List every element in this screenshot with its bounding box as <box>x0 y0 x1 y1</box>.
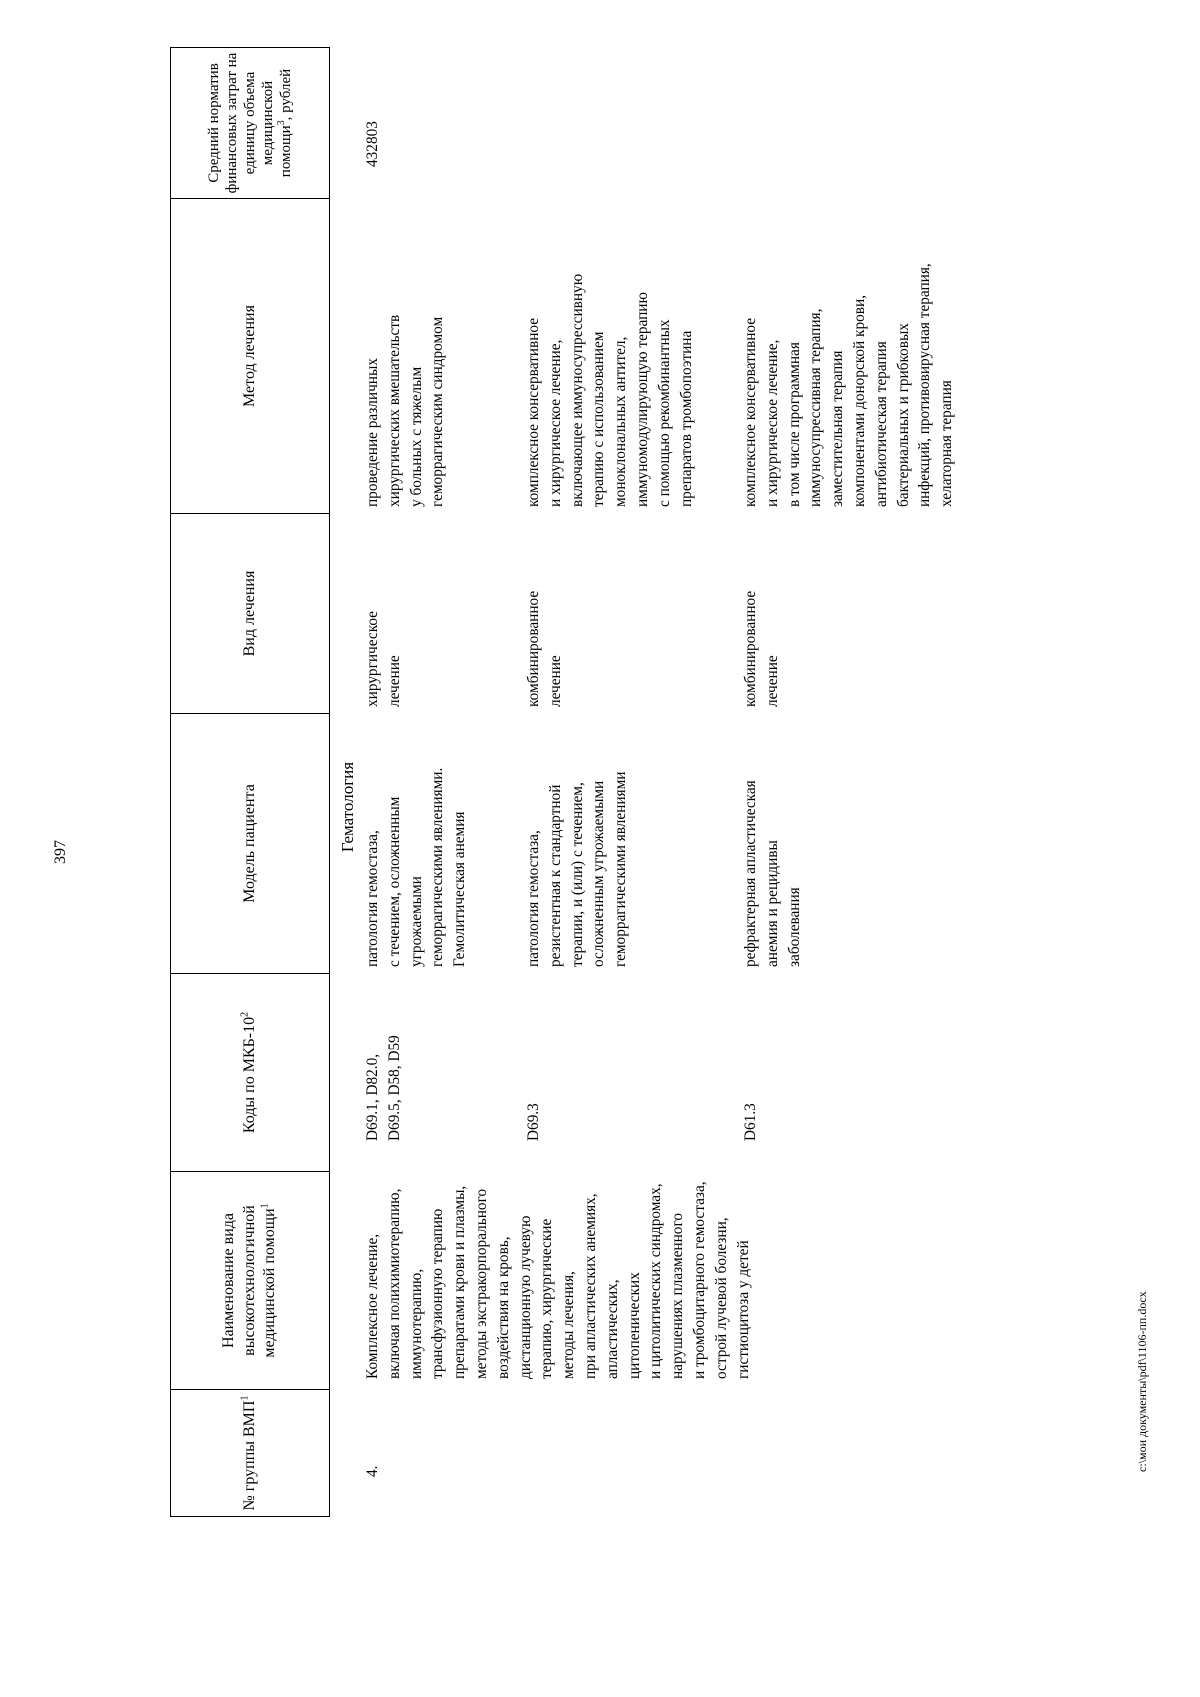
header-vmp-name: Наименование вида высокотехнологичной медицинской помощи$^1$ <box>170 1171 330 1389</box>
header-treatment-type: Вид лечения <box>170 513 330 713</box>
header-cost-standard: Средний норматив финансовых затрат на единицу объема медицинской помощи$^3$, рублей <box>170 47 330 198</box>
row-2-type: комбинированное лечение <box>525 590 564 707</box>
table-header <box>170 47 330 1517</box>
vmp-name: Комплексное лечение, включая полихимиотерапию, иммунотерапию, трансфузионную терапию препаратами крови и плазмы, методы экстракорпорального воздействия на кровь, дистанционную лучевую терапию, хирургические методы лечения, при апластических анемиях, апластических, цитопенических и цитолитических синдромах, нарушениях плазменного и тромбоцитарного гемостаза, острой лучевой болезни, гистиоцитоза у детей <box>364 1181 752 1379</box>
row-1-codes: D69.1, D82.0, D69.5, D58, D59 <box>364 1035 403 1141</box>
row-1-method: проведение различных хирургических вмешательств у больных с тяжелым геморрагическим синдромом <box>364 314 447 507</box>
footer-file-path: c:\мои документы\pdf\1106-пп.docx <box>1135 1291 1149 1472</box>
header-patient-model: Модель пациента <box>170 713 330 973</box>
row-3-codes: D61.3 <box>742 1103 759 1141</box>
row-2-method: комплексное консервативное и хирургическое лечение, включающее иммуносупрессивную терапию с использованием моноклональных антител, иммуномодулирующую терапию с помощью рекомбинантных препаратов тромбопоэтина <box>525 273 695 507</box>
row-1-type: хирургическое лечение <box>364 611 403 707</box>
row-3-model: рефрактерная апластическая анемия и рецидивы заболевания <box>742 780 803 967</box>
cost-value: 432803 <box>364 121 381 167</box>
row-2-codes: D69.3 <box>525 1103 542 1141</box>
row-3-type: комбинированное лечение <box>742 590 781 707</box>
header-group-number: № группы ВМП$^1$ <box>170 1389 330 1517</box>
header-icd-codes: Коды по МКБ-$10^2$ <box>170 973 330 1171</box>
page-number: 397 <box>52 840 69 864</box>
section-title: Гематология <box>338 761 357 853</box>
row-1-model: патология гемостаза, с течением, осложненным угрожаемыми геморрагическими явлениями. Гемолитическая анемия <box>364 767 469 967</box>
group-number: 4. <box>364 1465 381 1477</box>
row-3-method: комплексное консервативное и хирургическое лечение, в том числе программная иммуносупрессивная терапия, заместительная терапия компонентами донорской крови, антибиотическая терапия бактериальных и грибковых инфекций, противовирусная терапия, хелаторная терапия <box>742 263 956 507</box>
header-treatment-method: Метод лечения <box>170 198 330 513</box>
row-2-model: патология гемостаза, резистентная к стандартной терапии, и (или) с течением, осложненным угрожаемыми геморрагическими явлениями <box>525 771 630 967</box>
